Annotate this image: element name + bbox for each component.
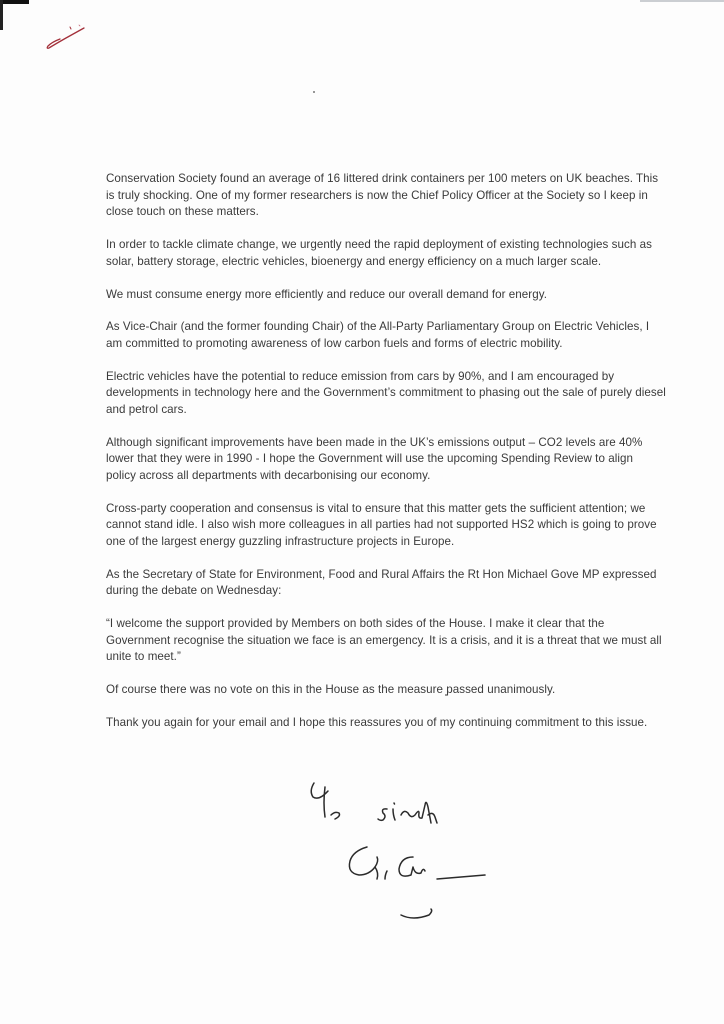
closing-stroke	[311, 783, 328, 817]
paragraph-co2-levels: Although significant improvements have been made in the UK’s emissions output – CO2 levels are 40% lower that they were in 1990 - I hope the Government will use the upcoming Spending Review to align policy across all departments with decarbonising our economy.	[106, 435, 643, 482]
closing-stroke	[378, 809, 387, 821]
paragraph-energy-efficiency: We must consume energy more efficiently and reduce our overall demand for energy.	[106, 287, 547, 301]
closing-stroke	[401, 802, 431, 823]
signature-stroke	[399, 857, 425, 876]
letter-body	[106, 171, 666, 748]
signature-stroke	[401, 909, 432, 918]
closing-stroke	[331, 812, 340, 819]
scan-top-edge	[640, 0, 724, 2]
signature-stroke	[385, 871, 387, 879]
closing-stroke	[393, 803, 395, 820]
paragraph-no-vote: Of course there was no vote on this in the House as the measure passed unanimously.	[106, 682, 556, 696]
signature-stroke	[375, 867, 378, 879]
paragraph-appg-electric-vehicles: As Vice-Chair (and the former founding Chair) of the All-Party Parliamentary Group on Electric Vehicles, I am committed to promoting awareness of low carbon fuels and forms of electric mobility.	[106, 320, 650, 350]
paragraph-thank-you: Thank you again for your email and I hope this reassures you of my continuing commitment to this issue.	[106, 715, 648, 729]
scan-speck	[313, 91, 315, 93]
paragraph-climate-technologies: In order to tackle climate change, we urgently need the rapid deployment of existing technologies such as solar, battery storage, electric vehicles, bioenergy and energy efficiency on a much larger scale.	[106, 238, 652, 268]
paragraph-cross-party: Cross-party cooperation and consensus is vital to ensure that this matter gets the sufficient attention; we cannot stand idle. I also wish more colleagues in all parties had not supported HS2 which is going to prove one of the largest energy guzzling infrastructure projects in Europe.	[106, 501, 657, 548]
signature-stroke	[349, 847, 377, 875]
paragraph-ev-emissions: Electric vehicles have the potential to reduce emission from cars by 90%, and I am encouraged by developments in technology here and the Government’s commitment to phasing out the sale of purely diesel and petrol cars.	[106, 369, 666, 416]
red-tick-annotation-icon	[44, 22, 89, 52]
scan-edge-shadow	[0, 0, 29, 4]
paragraph-quote: “I welcome the support provided by Members on both sides of the House. I make it clear that the Government recognise the situation we face is an emergency. It is a crisis, and it is a threat that we must all unite to meet.”	[106, 616, 662, 664]
paragraph-beach-litter: Conservation Society found an average of 16 littered drink containers per 100 meters on UK beaches. This is truly shocking. One of my former researchers is now the Chief Policy Officer at the Society so I keep in close touch on these matters.	[106, 172, 659, 219]
signature-stroke	[437, 875, 485, 879]
scan-edge-shadow-vertical	[0, 0, 3, 30]
paragraph-secretary-of-state: As the Secretary of State for Environment, Food and Rural Affairs the Rt Hon Michael Gove MP expressed during the debate on Wednesday:	[106, 567, 657, 598]
handwritten-signature-block	[295, 775, 505, 935]
